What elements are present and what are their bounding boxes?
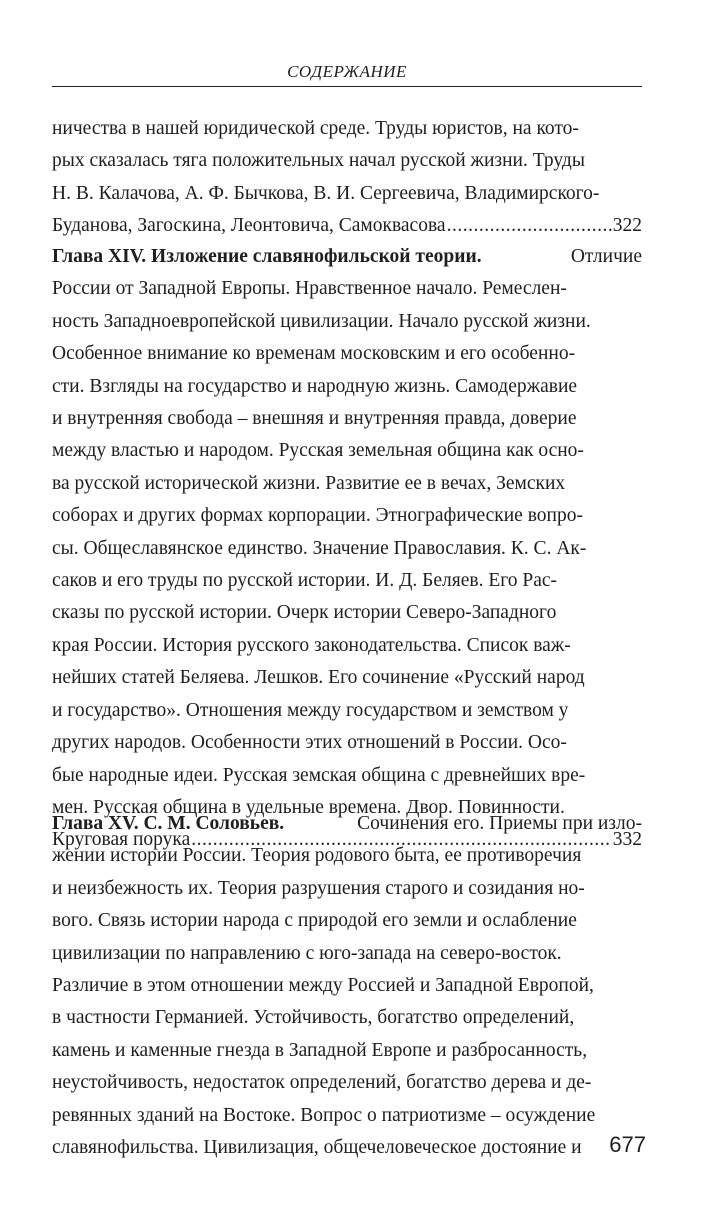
text-line: соборах и других формах корпорации. Этнографические вопро- [52,505,583,527]
text-line: ва русской исторической жизни. Развитие ее в вечах, Земских [52,472,566,494]
text-line: края России. История русского законодательства. Список важ- [52,634,571,656]
running-header: СОДЕРЖАНИЕ [287,62,407,81]
text-line: и неизбежность их. Теория разрушения старого и созидания но- [52,877,585,899]
text-line: саков и его труды по русской истории. И. Д. Беляев. Его Рас- [52,570,558,592]
text-line: ничества в нашей юридической среде. Труды юристов, на кото- [52,118,579,139]
text-line: Глава XV. С. М. Соловьев. Сочинения его. Приемы при изло- [52,808,642,840]
entry-last-text: Буданова, Загоскина, Леонтовича, Самоквасова [52,215,446,237]
text-line: Различие в этом отношении между Россией и Западной Европой, [52,975,594,997]
text-line: и государство». Отношения между государством и земством у [52,699,569,721]
page-ref: 332 [612,829,642,851]
page-ref: 322 [612,215,642,237]
text-line: рых сказалась тяга положительных начал русской жизни. Труды [52,150,585,172]
text-line: и внутренняя свобода – внешняя и внутренняя правда, доверие [52,408,577,430]
text-line: бые народные идеи. Русская земская община с древнейших вре- [52,764,586,786]
dot-leader [447,210,612,242]
text-line: вого. Связь истории народа с природой его земли и ослабление [52,910,577,932]
text-line: неустойчивость, недостаток определений, богатство дерева и де- [52,1072,592,1094]
chapter-heading: Глава XIV. Изложение славянофильской теории. [52,246,482,267]
header-rule [52,86,642,87]
text-line: между властью и народом. Русская земельная община как осно- [52,440,584,462]
entry-last-text: Круговая порука [52,829,191,851]
toc-entry-chapter-xv [52,808,642,1164]
chapter-heading: Глава XV. С. М. Соловьев. [52,813,285,834]
text-line: ревянных зданий на Востоке. Вопрос о патриотизме – осуждение [52,1104,596,1126]
text-line: цивилизации по направлению с юго-запада на северо-восток. [52,942,562,964]
text-line: камень и каменные гнезда в Западной Европе и разбросанность, [52,1039,588,1061]
text-line: Особенное внимание ко временам московским и его особенно- [52,343,576,365]
text-line: сы. Общеславянское единство. Значение Православия. К. С. Ак- [52,537,587,559]
text-line: нейших статей Беляева. Лешков. Его сочинение «Русский народ [52,667,585,689]
text-line: мен. Русская община в удельные времена. Двор. Повинности. [52,796,565,818]
text-line: славянофильства. Цивилизация, общечеловеческое достояние и [52,1137,582,1159]
text-line: других народов. Особенности этих отношений в России. Осо- [52,732,567,754]
text-line: жении истории России. Теория родового быта, ее противоречия [52,845,582,867]
text-line [52,210,642,242]
toc-entry-continuation [52,113,642,243]
text-line: сти. Взгляды на государство и народную жизнь. Самодержавие [52,375,578,397]
text-line: Глава XIV. Изложение славянофильской теории. Отличие [52,241,642,273]
text-line: России от Западной Европы. Нравственное начало. Ремеслен- [52,278,567,300]
page-number: 677 [609,1132,646,1157]
text-line: ность Западноевропейской цивилизации. Начало русской жизни. [52,310,591,332]
text-line: Н. В. Калачова, А. Ф. Бычкова, В. И. Сергеевича, Владимирского- [52,182,600,204]
text-line: в частности Германией. Устойчивость, богатство определений, [52,1007,575,1029]
text-line: сказы по русской истории. Очерк истории Северо-Западного [52,602,557,624]
toc-entry-chapter-xiv [52,241,642,857]
